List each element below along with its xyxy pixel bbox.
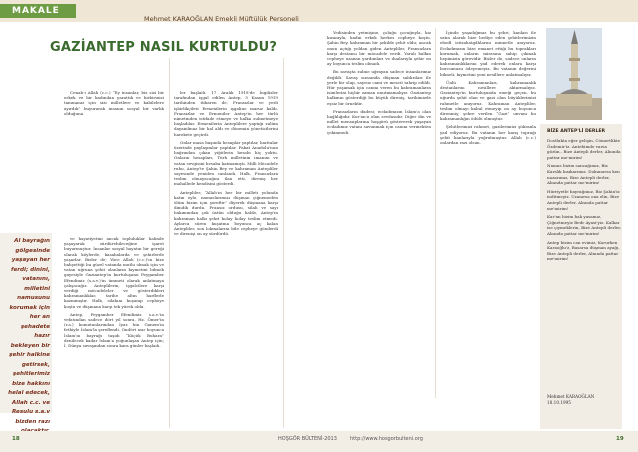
- poem-date: 18.10.1995: [547, 399, 571, 405]
- paragraph: İçinde yaşadığımız bu şehri, kanları ile satın alarak bize hediye eden şehitlerimizin ebedî istirahatgâhlarını minnetle anıyoruz. Ecdadımızın bize emanet ettiği bu toprakları korumak, onların mirasına sahip çıkmak hepimizin görevidir. Bizler de, sadece onların kahramanlıklarını yad ederek onlara karşı borcumuzu ödeyemeyiz. Bu vatanın değerini bilmeli, kıymetini yeni nesillere anlatmalıyız.: [440, 30, 536, 77]
- minaret-photo: [546, 28, 602, 120]
- paragraph: Ünlü Kahramanları, kahramanlık destanlarını nesillere aktarmalıyız. Gaziantep'in kurtuluşunda emeği geçen, bu uğurda şehit olan ve gazi olan büyüklerimizi rahmetle anıyoruz. Kahraman Antepliler, teslim olmayı kabul etmeyip on ay boyunca direnmiş; şehre verilen “Gazi” unvanı bu kahramanlığın ödülü olmuştur.: [440, 79, 536, 122]
- page-number-left: 18: [12, 436, 20, 442]
- pull-quote: Al bayrağın gölgesinde yaşayan her ferdi; dinini, vatanını, milletini namusunu korumak için her an şehadete hazır bekleyen bir şehir halkine getirsek, şehitlerimiz bize hakkını helal edecek, Allah c.c. ve Resulu s.a.v bizden razı: [8, 238, 50, 425]
- paragraph: Yedisinden yetmişine, çoluğu çocuğuyla, kız kızanıyla, kadın erkek herkes cepheye koştu. Şahin Bey, kahraman bir şekilde şehit oldu; ancak onun açtığı yoldan giden Antepliler, Fransızlara karşı destansı bir mücadele verdi. Yaralı halkın cepheye uzanan yardımları ve dualarıyla şehir on ay boyunca teslim olmadı.: [327, 30, 431, 67]
- paragraph: Fransızların ifadesi; ecdadımızın İslam'a olan bağlılığıdır. Kur'an'a olan sevdasıdır. Diğer din ve millet mensuplarına hoşgörü göstererek yaşayan ecdadımız vatanı savunmak için canını vermekten çekinmedi.: [327, 108, 431, 135]
- footer-url[interactable]: http://www.hosgorbulteni.org: [350, 436, 423, 442]
- article-column-3: [327, 30, 431, 138]
- poem-stanza: Hürriyetle bayrağımız, Biz Şahin'iz inditmeyiz. Uzanırsa ona elin, Bize Antepli derler, Alnında pattar me'mirim!: [547, 188, 620, 211]
- poem-author: [547, 394, 594, 405]
- paragraph: Şehitlerimizi rahmet, gazilerimizi şükranla yad ediyoruz. Bu vatanın her karış toprağı şehit kanlarıyla yoğrulmuştur. Allah (c.c.) onlardan razı olsun.: [440, 124, 536, 146]
- paragraph: ve hayatiyetini ancak topluluklar halinde yaşayarak sürdürebileceğine işaret buyurmuştur. İnsanlar sosyal hayatın bir gereği olarak köylerde, kasabalarda ve şehirlerde yaşarlar. Bizler de; Yüce Allah (c.c.)'ın bize bahşettiği bu güzel vatanda mutlu olmak için ve vatan uğruna şehit olanların kıymetini bilmek gayesiyle Gaziantep'in kurtuluşunu Peygamber Efendimiz (s.a.v.)'in ümmeti olarak anlatmaya çalışacağız. Anteplilerin, işgalcilere karşı verdiği mücadeleler ve gösterdikleri kahramanlıklar, tarihe altın harflerle kazınmıştır. Halk, silahını kuşanıp cepheye koştu ve düşmana karşı tek yürek oldu.: [64, 236, 164, 309]
- section-label: MAKALE: [0, 4, 76, 18]
- article-column-4: [440, 30, 536, 148]
- page-number-right: 19: [616, 436, 624, 442]
- column-divider: [435, 28, 436, 398]
- author-byline: Mehmet KARAOĞLAN Emekli Müftülük Personeli: [144, 15, 299, 23]
- footer-publication: HOŞGÖR BÜLTENİ-2013: [278, 436, 337, 442]
- paragraph: Antepliler, “Allah'ın her bir milleti yolunda katın eyle, namuslarımızı düşman çiğnemeden ölüm bizim için şereftir” diyerek düşmana karşı dimdik durdu. Fransız ordusu, silah ve sayı bakımından çok üstün olduğu halde, Antep'in kahraman halkı şehri kolay kolay teslim etmedi. Aylarca süren kuşatma boyunca aç kalan Antepliler, son lokmalarını bile cepheye gönderdi ve direnişi on ay sürdürdü.: [174, 189, 278, 237]
- poem-author-name: Mehmet KARAOĞLAN: [547, 394, 595, 399]
- paragraph: Onlar masa başında hesaplar yaptılar, haritalar üzerinde paylaşımlar yaptılar. Fakat Anadolu'nun bağrından çıkan yiğitlerin hesabı hiç yoktu. Onların hesapları, Türk milletinin imanını ve vatan sevgisini hesaba katmamıştı. Milli Mücadele ruhu, Antep'te Şahin Bey ve kahraman Antepliler sayesinde yeniden canlandı. Halk, Fransızlara teslim olmayacağını ilan etti, direniş her mahallede kendisini gösterdi.: [174, 139, 278, 187]
- article-column-1: [64, 90, 164, 119]
- article-column-2: [174, 90, 278, 239]
- column-divider: [283, 58, 284, 428]
- paragraph: Antep, Peygamber Efendimiz s.a.v.'in vefatından sadece dört yıl sonra, Hz. Ömer'in (r.a.) komutanlarından İyaz bin Ganem'in fethiyle İslam'la şereflendi. Ondört asır boyunca İslam'ın bayrağı taşıdı “Küçük Buhara” denilecek kadar İslam'a yoğunlaşan Antep için; İ. Dünya savaşından sonra kara günler başladı.: [64, 311, 164, 349]
- poem-title: BİZE ANTEP'Lİ DERLER: [547, 129, 606, 134]
- poem-stanza: Antep bizim can evimiz, Korurken Karaoğlu'z, Basarsa düşman ayağı, Bize Antepli derler, Alnında pattar me'mirim!: [547, 239, 620, 262]
- column-divider: [169, 58, 170, 428]
- article-column-1-continued: [64, 236, 164, 351]
- article-title: GAZİANTEP NASIL KURTULDU?: [50, 40, 278, 55]
- poem-body: [547, 138, 621, 265]
- poem-stanza: Namus bizim sancağımız, Biz Karslık kısıkarımız. Dokunursa ken nazarımız, Bize Antepli derler, Alnında pattar me'mirim!: [547, 163, 620, 186]
- poem-stanza: Kar'an bizim bak yasamız, Çiğnetmeyiz Bedr Ayasi'yiz. Kalkar ise çiymeklerin, Bize Antepli derler, Alnında pattar me'mirim!: [547, 214, 622, 236]
- paragraph: ler başladı. 17 Aralık 1918'de İngilizler tarafından işgal edilen Antep, 5 Kasım 1919 tarihinden itibaren de, Fransızlar ve yerli işbirlikçileri Ermenilerin işgaline maruz kaldı. Fransızlar ve Ermeniler Antep'in her türlü nimetinden istifade etmeye ve halka zulmetmeye başladılar. Ermenilerin Anteplilere yaptığı zulüm dayanılmaz bir hal aldı ve dönemin yöneticilerini harekete geçirdi.: [174, 90, 278, 137]
- paragraph: Cenab-ı Allah (c.c.) “Ey insanlar, biz sizi bir erkek ve bir kadından yarattık ve birbirinizi tanımanız için sizi milletlere ve kabilelere ayırdık” buyurarak insanın sosyal bir varlık olduğuna: [64, 90, 164, 116]
- header-band: [0, 0, 638, 22]
- poem-stanza: Dostlukta eğer gelişin, Cömertlikte Özdemir'iz. Antebimde varsa gözün.. Bize Antepli derler, Alnında pattar me'mirim!: [547, 138, 621, 160]
- paragraph: Bu savaşta zulme uğrayan sadece insanlarımız değildi. Savaş sırasında düşman saldırıları ile yerle bir olup, sayısız cami ve mescit tahrip edildi. Hür yaşamak için canını veren bu kahramanların isimlerini hiçbir zaman unutmamalıyız. Gaziantep halkının gösterdiği bu büyük direniş, tarihimizde eşsiz bir örnektir.: [327, 69, 431, 106]
